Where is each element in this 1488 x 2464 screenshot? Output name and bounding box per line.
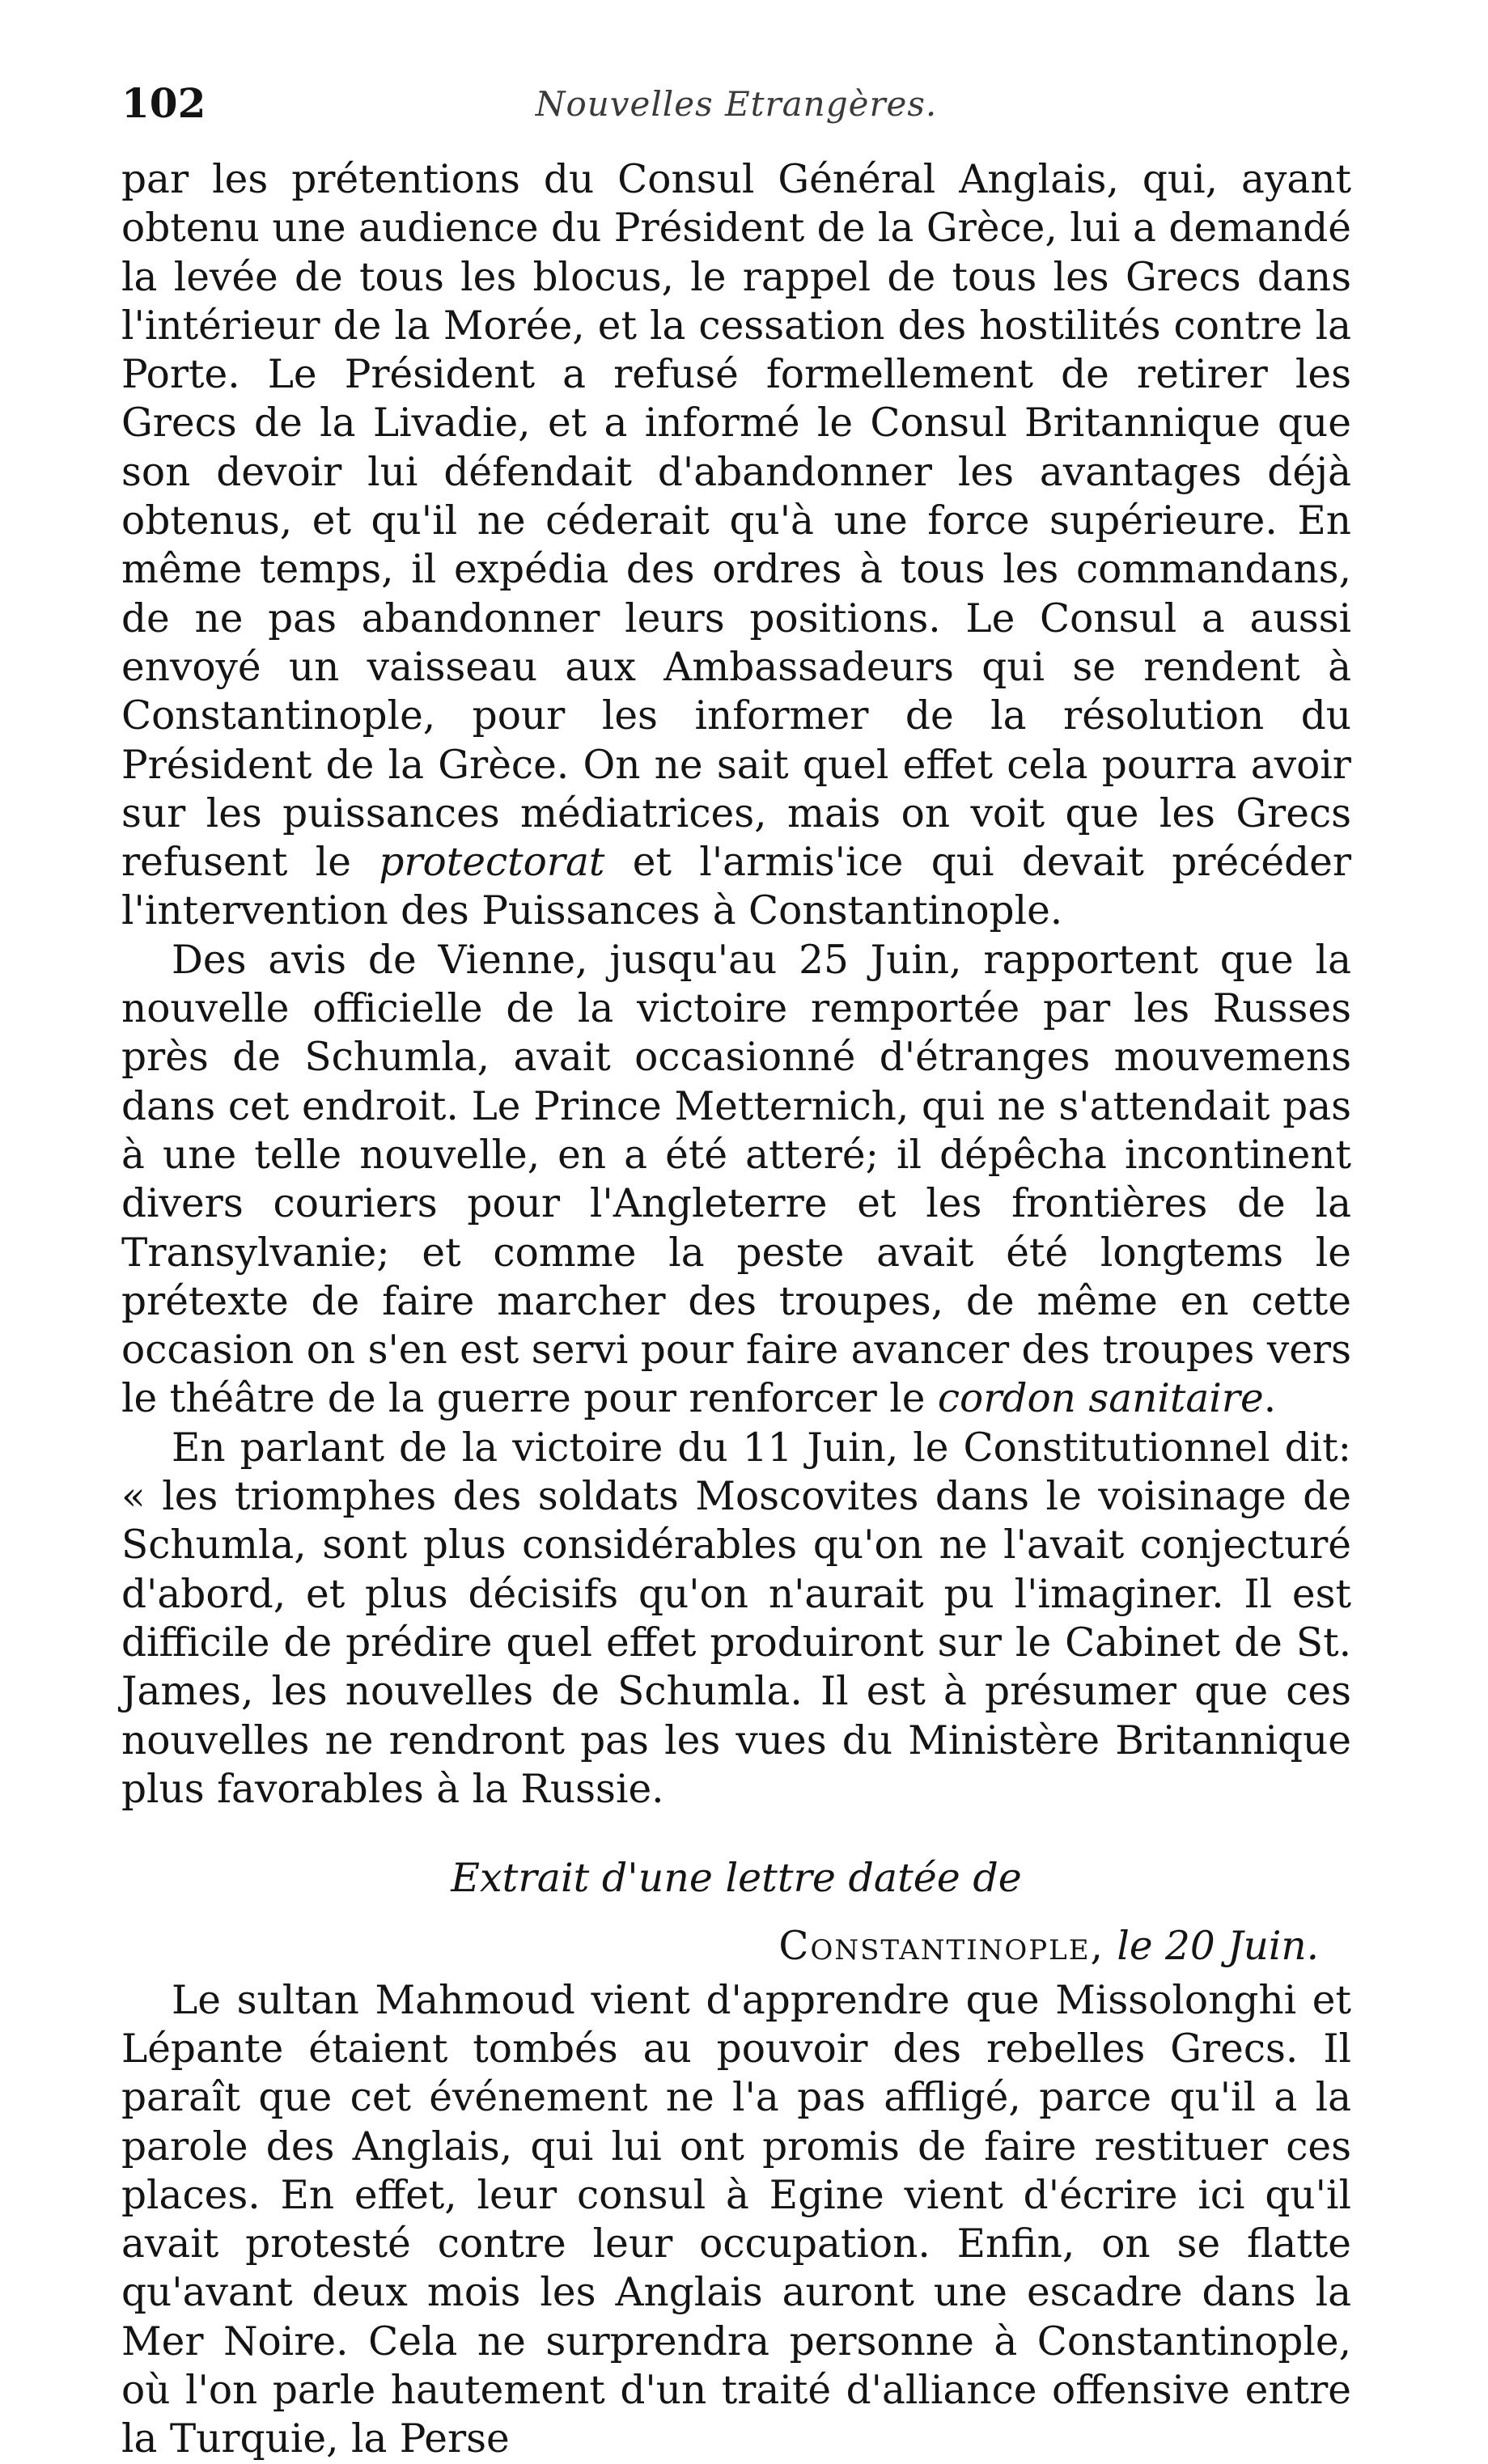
paragraph-1 xyxy=(121,155,1351,936)
paragraph-1-text: par les prétentions du Consul Général Anglais, qui, ayant obtenu une audience du Président de la Grèce, lui a demandé la levée de tous les blocus, le rappel de tous les Grecs dans l'intérieur de la Morée, et la cessation des hostilités contre la Porte. Le Président a refusé formellement de retirer les Grecs de la Livadie, et a informé le Consul Britannique que son devoir lui défendait d'abandonner les avantages déjà obtenus, et qu'il ne céderait qu'à une force supérieure. En même temps, il expédia des ordres à tous les commandans, de ne pas abandonner leurs positions. Le Consul a aussi envoyé un vaisseau aux Ambassadeurs qui se rendent à Constantinople, pour les informer de la résolution du Président de la Grèce. On ne sait quel effet cela pourra avoir sur les puissances médiatrices, mais on voit que les Grecs refusent le xyxy=(121,157,1351,886)
page-header xyxy=(121,79,1351,144)
paragraph-4 xyxy=(121,1976,1351,2464)
paragraph-1-tail: et l'armis'ice qui devait précéder l'intervention des Puissances à Constantinople. xyxy=(121,840,1352,934)
paragraph-2-tail: . xyxy=(1263,1376,1277,1422)
dateline-city: Constantinople, xyxy=(778,1924,1104,1970)
paragraph-1-italic: protectorat xyxy=(379,840,605,886)
paragraph-2-text: Des avis de Vienne, jusqu'au 25 Juin, rapportent que la nouvelle officielle de la victoire remportée par les Russes près de Schumla, avait occasionné d'étranges mouvemens dans cet endroit. Le Prince Metternich, qui ne s'attendait pas à une telle nouvelle, en a été atteré; il dépêcha incontinent divers couriers pour l'Angleterre et les frontières de la Transylvanie; et comme la peste avait été longtems le prétexte de faire marcher des troupes, de même en cette occasion on s'en est servi pour faire avancer des troupes vers le théâtre de la guerre pour renforcer le xyxy=(121,937,1351,1422)
paragraph-3-text: En parlant de la victoire du 11 Juin, le Constitutionnel dit: « les triomphes des soldats Moscovites dans le voisinage de Schumla, sont plus considérables qu'on ne l'avait conjecturé d'abord, et plus décisifs qu'on n'aurait pu l'imaginer. Il est difficile de prédire quel effet produiront sur le Cabinet de St. James, les nouvelles de Schumla. Il est à présumer que ces nouvelles ne rendront pas les vues du Ministère Britannique plus favorables à la Russie. xyxy=(121,1425,1351,1812)
paragraph-3 xyxy=(121,1424,1351,1814)
paragraph-4-text: Le sultan Mahmoud vient d'apprendre que Missolonghi et Lépante étaient tombés au pouvoir des rebelles Grecs. Il paraît que cet événement ne l'a pas affligé, parce qu'il a la parole des Anglais, qui lui ont promis de faire restituer ces places. En effet, leur consul à Egine vient d'écrire ici qu'il avait protesté contre leur occupation. Enfin, on se flatte qu'avant deux mois les Anglais auront une escadre dans la Mer Noire. Cela ne surprendra personne à Constantinople, où l'on parle hautement d'un traité d'alliance offensive entre la Turquie, la Perse xyxy=(121,1977,1351,2462)
paragraph-2-italic: cordon sanitaire xyxy=(937,1376,1264,1422)
paragraph-2 xyxy=(121,936,1351,1424)
letter-dateline xyxy=(121,1922,1351,1971)
page-body xyxy=(121,155,1351,2464)
page-number: 102 xyxy=(121,79,206,127)
letter-heading: Extrait d'une lettre datée de xyxy=(451,1855,1022,1902)
dateline-date: le 20 Juin. xyxy=(1117,1924,1319,1970)
running-head: Nouvelles Etrangères. xyxy=(535,84,938,124)
